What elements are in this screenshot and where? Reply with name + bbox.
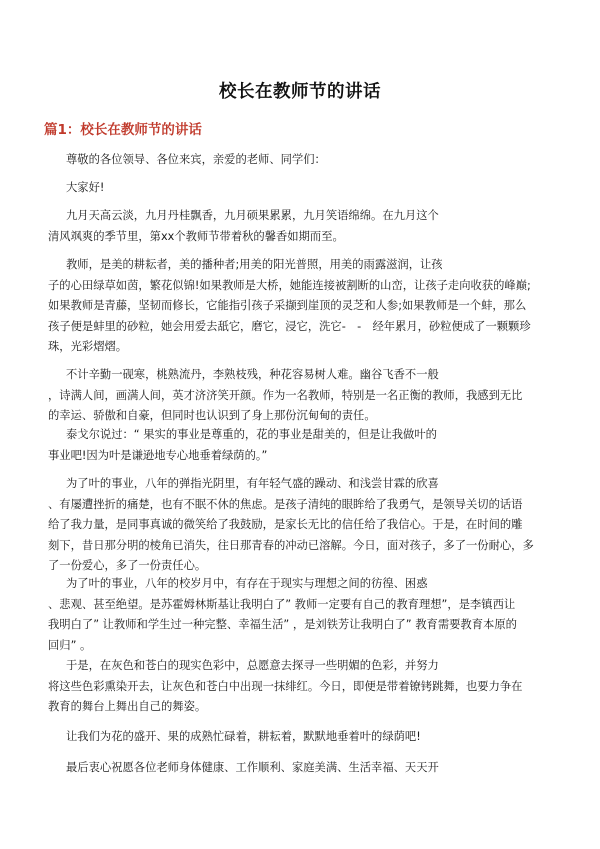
text-line: 我明白了” 让教师和学生过一种完整、幸福生活” ，是刘铁芳让我明白了” 教育需要教育本原的	[48, 618, 517, 631]
paragraph-teacher-beauty	[48, 255, 558, 358]
text-line: 刻下，昔日那分明的棱角已消失，往日那青春的冲动已溶解。今日，面对孩子，多了一份耐心，多	[48, 538, 534, 552]
paragraph-ideals	[48, 574, 558, 656]
text-line: 最后衷心祝愿各位老师身体健康、工作顺利、家庭美满、生活幸福、天天开	[66, 761, 439, 774]
text-line: 、有屡遭挫折的痛楚，也有不眠不休的焦虑。是孩子清纯的眼眸给了我勇气，是领导关切的话语	[48, 497, 523, 511]
text-line: 子的心田绿草如茵，繁花似锦!如果教师是大桥，她能连接被割断的山峦，让孩子走向收获的峰巅;	[48, 278, 531, 292]
text-line: 了一份爱心，多了一份责任心。	[48, 559, 207, 572]
section-heading: 篇1：校长在教师节的讲话	[44, 122, 202, 138]
text-line: 大家好!	[66, 181, 105, 194]
text-line: 如果教师是青藤，坚韧而修长，它能指引孩子采撷到崖顶的灵芝和人参;如果教师是一个蚌，那么	[48, 299, 527, 312]
paragraph-let-us	[48, 727, 558, 748]
text-line: 让我们为花的盛开、果的成熟忙碌着，耕耘着，默默地垂着叶的绿荫吧!	[66, 730, 421, 743]
paragraph-tagore	[48, 425, 558, 466]
document-title: 校长在教师节的讲话	[219, 82, 381, 102]
text-line: 孩子便是蚌里的砂粒，她会用爱去舐它，磨它，浸它，洗它- - 经年累月，砂粒便成了一颗颗珍	[48, 319, 531, 333]
paragraph-hello	[48, 178, 558, 199]
text-line: 为了叶的事业，八年的校岁月中，有存在于现实与理想之间的彷徨、困惑	[66, 577, 428, 590]
text-line: 教育的舞台上舞出自己的舞姿。	[48, 700, 207, 713]
text-line: 不计辛勤一砚寒，桃熟流丹，李熟枝残，种花容易树人难。幽谷飞香不一般	[66, 368, 439, 381]
text-line: 给了我力量，是同事真诚的微笑给了我鼓励，是家长无比的信任给了我信心。于是，在时间的雕	[48, 518, 523, 531]
text-line: 事业吧!因为叶是谦逊地专心地垂着绿荫的。”	[48, 448, 268, 462]
paragraph-greeting	[48, 150, 558, 171]
text-line: 尊敬的各位领导、各位来宾，亲爱的老师、同学们：	[66, 153, 326, 166]
text-line: 九月天高云淡，九月丹桂飘香，九月硕果累累，九月笑语绵绵。在九月这个	[66, 209, 439, 222]
text-line: 清风飒爽的季节里，第xx个教师节带着秋的馨香如期而至。	[48, 229, 344, 243]
text-line: 将这些色彩熏染开去，让灰色和苍白中出现一抹绯红。今日，即便是带着镣铐跳舞，也要力争在	[48, 679, 523, 693]
paragraph-closing	[48, 758, 558, 779]
text-line: 、悲观、甚至绝望。是苏霍姆林斯基让我明白了” 教师一定要有自己的教育理想”，是李镇西让	[48, 597, 516, 611]
paragraph-responsibility	[48, 365, 558, 427]
text-line: 教师，是美的耕耘者，美的播种者;用美的阳光普照，用美的雨露滋润，让孩	[66, 258, 443, 271]
text-line: 泰戈尔说过：“ 果实的事业是尊重的，花的事业是甜美的，但是让我做叶的	[66, 428, 437, 441]
text-line: 珠，光彩熠熠。	[48, 340, 128, 353]
text-line: ，诗满人间，画满人间，英才济济笑开颜。作为一名教师，特别是一名正衡的教师，我感到无比	[48, 388, 523, 402]
text-line: 为了叶的事业，八年的弹指光阴里，有年轻气盛的躁动、和浅尝甘霖的欣喜	[66, 477, 439, 490]
paragraph-eight-years	[48, 474, 558, 577]
text-line: 的幸运、骄傲和自豪，但同时也认识到了身上那份沉甸甸的责任。	[48, 409, 376, 422]
text-line: 于是，在灰色和苍白的现实色彩中，总愿意去探寻一些明媚的色彩，并努力	[66, 659, 439, 672]
text-line: 回归” 。	[48, 638, 92, 652]
paragraph-september	[48, 206, 558, 247]
paragraph-colors	[48, 656, 558, 718]
